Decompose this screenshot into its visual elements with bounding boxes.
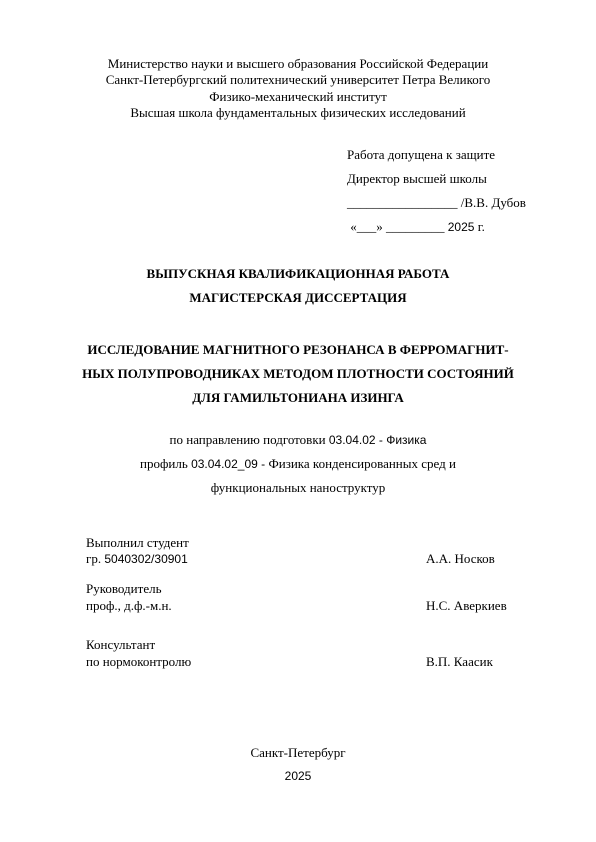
- thesis-title-line-3: ДЛЯ ГАМИЛЬТОНИАНА ИЗИНГА: [192, 390, 404, 405]
- work-type-line-1: ВЫПУСКНАЯ КВАЛИФИКАЦИОННАЯ РАБОТА: [146, 266, 450, 281]
- supervisor-role: Руководитель: [86, 581, 162, 596]
- profile-code: 03.04.02_09 -: [191, 457, 269, 471]
- thesis-title-line-2: НЫХ ПОЛУПРОВОДНИКАХ МЕТОДОМ ПЛОТНОСТИ СОСТОЯНИЙ: [82, 366, 514, 381]
- approval-date-line: [347, 219, 485, 235]
- profile-prefix: профиль: [140, 456, 192, 471]
- approval-signature-line: _________________ /В.В. Дубов: [347, 195, 526, 210]
- supervisor-title: проф., д.ф.-м.н.: [86, 598, 172, 613]
- approval-line-2: Директор высшей школы: [347, 171, 487, 186]
- footer-city: Санкт-Петербург: [250, 745, 346, 760]
- supervisor-name: Н.С. Аверкиев: [426, 598, 507, 613]
- student-group-prefix: гр.: [86, 551, 105, 566]
- profile-line-2: функциональных наноструктур: [210, 480, 386, 495]
- student-group-line: [86, 551, 188, 567]
- approval-date-year: 2025: [447, 220, 475, 234]
- approval-date-suffix: г.: [474, 219, 485, 234]
- work-type-line-2: МАГИСТЕРСКАЯ ДИССЕРТАЦИЯ: [189, 290, 407, 305]
- thesis-title-line-1: ИССЛЕДОВАНИЕ МАГНИТНОГО РЕЗОНАНСА В ФЕРРОМАГНИТ-: [87, 342, 509, 357]
- student-group: 5040302/30901: [104, 552, 188, 566]
- ministry-line: Министерство науки и высшего образования Российской Федерации: [107, 56, 489, 71]
- consultant-role: Консультант: [86, 637, 156, 652]
- approval-date-prefix: «___» _________: [347, 219, 448, 234]
- profile-line-1: [0, 456, 596, 472]
- profile-name: Физика конденсированных сред и: [268, 456, 456, 471]
- school-line: Высшая школа фундаментальных физических исследований: [130, 105, 466, 120]
- direction-prefix: по направлению подготовки: [169, 432, 329, 447]
- consultant-name: В.П. Каасик: [426, 654, 493, 669]
- direction-line: [0, 432, 596, 448]
- approval-line-1: Работа допущена к защите: [347, 147, 496, 162]
- student-name: А.А. Носков: [426, 551, 495, 566]
- footer-year: 2025: [284, 769, 312, 783]
- direction-code: 03.04.02 - Физика: [328, 433, 427, 447]
- institute-line: Физико-механический институт: [209, 89, 387, 104]
- consultant-title: по нормоконтролю: [86, 654, 192, 669]
- university-line: Санкт-Петербургский политехнический университет Петра Великого: [105, 72, 491, 87]
- student-role: Выполнил студент: [86, 535, 189, 550]
